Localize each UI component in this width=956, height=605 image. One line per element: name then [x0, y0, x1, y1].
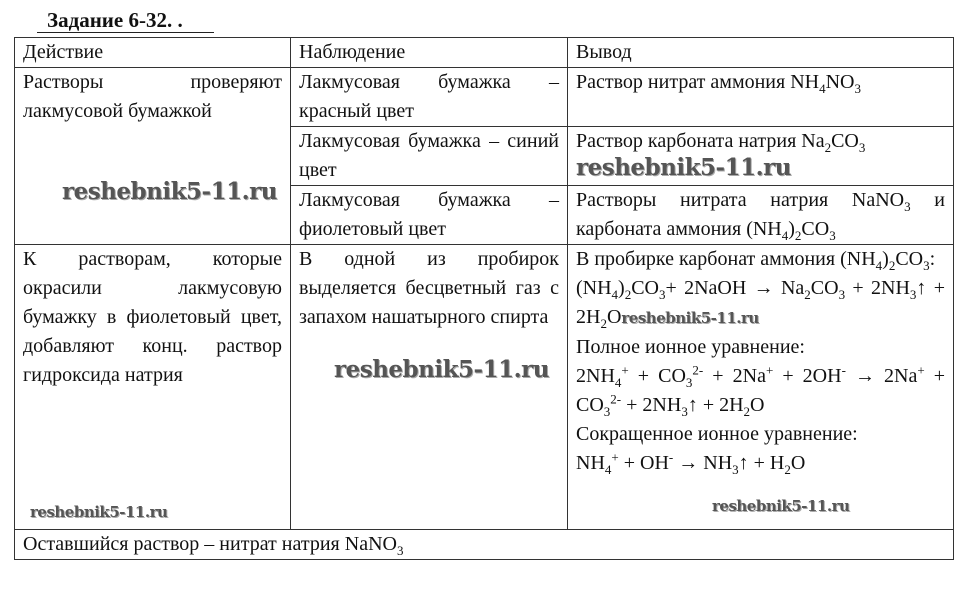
obs-violet: Лакмусовая бумажка – фиолетовый цвет [291, 186, 568, 245]
con-text: Раствор карбоната натрия [576, 130, 802, 152]
short-ionic-equation: $NH_4^+ + OH^-$ → $NH_3↑ + H_2O$ [576, 449, 806, 477]
con-intro-text: В пробирке карбонат аммония [576, 248, 836, 270]
con-ammonium-nitrate: Раствор нитрат аммония $NH_4NO_3$ [568, 68, 954, 127]
obs-red: Лакмусовая бумажка – красный цвет [291, 68, 568, 127]
header-action: Действие [15, 38, 291, 68]
con-text: и карбоната аммония [576, 189, 946, 240]
table-row [15, 68, 954, 127]
obs-blue: Лакмусовая бумажка – синий цвет [291, 127, 568, 186]
con-two-salts: Растворы нитрата натрия NaNO$_3$ и карбоната аммония $(NH_4)_2CO_3$ [568, 186, 954, 245]
header-conclusion: Вывод [568, 38, 954, 68]
full-ionic-label: Полное ионное уравнение: [576, 336, 805, 358]
action-naoh: К растворам, которые окрасили лакмусовую бумажку в фиолетовый цвет, добавляют конц. раствор гидроксида натрия [15, 245, 291, 530]
footer-text: Оставшийся раствор – нитрат натрия [23, 533, 345, 555]
task-title: Задание 6-32. . [47, 8, 183, 32]
obs-gas: В одной из пробирок выделяется бесцветный газ с запахом нашатырного спирта [291, 245, 568, 530]
watermark: reshebnik5-11.ru [30, 503, 168, 521]
con-intro: В пробирке карбонат аммония $(NH_4)_2CO_3$: [576, 248, 936, 273]
short-ionic-label: Сокращенное ионное уравнение: [576, 423, 858, 445]
con-text: Растворы нитрата натрия [576, 189, 852, 211]
con-sodium-carbonate: Раствор карбоната натрия $Na_2CO_3$ [568, 127, 954, 186]
molecular-equation: $(NH_4)_2CO_3+$ 2NaOH → $Na_2CO_3$ + $2NH_3↑$ + $2H_2Oreshebnik5-11.ru$ [576, 277, 946, 331]
watermark-inline: reshebnik5-11.ru [621, 309, 759, 327]
watermark: reshebnik5-11.ru [334, 356, 549, 383]
title-underline [37, 32, 214, 33]
table-row [15, 245, 954, 530]
experiment-table [14, 37, 954, 560]
table-header-row [15, 38, 954, 68]
watermark: reshebnik5-11.ru [576, 154, 791, 181]
header-observation: Наблюдение [291, 38, 568, 68]
action-litmus: Растворы проверяют лакмусовой бумажкой [15, 68, 291, 245]
footer-conclusion: Оставшийся раствор – нитрат натрия NaNO$_3$ [15, 530, 954, 560]
watermark: reshebnik5-11.ru [712, 497, 850, 515]
con-reaction [568, 245, 954, 530]
con-text: Раствор нитрат аммония [576, 71, 791, 93]
table-row [15, 530, 954, 560]
watermark: reshebnik5-11.ru [62, 178, 277, 205]
full-ionic-equation: $2NH_4^+ + CO_3^{2-} + 2Na^+ + 2OH^- \to 2Na^+ + CO_3^{2-}$ + $2NH_3↑ + 2H_2O$ [576, 362, 945, 419]
